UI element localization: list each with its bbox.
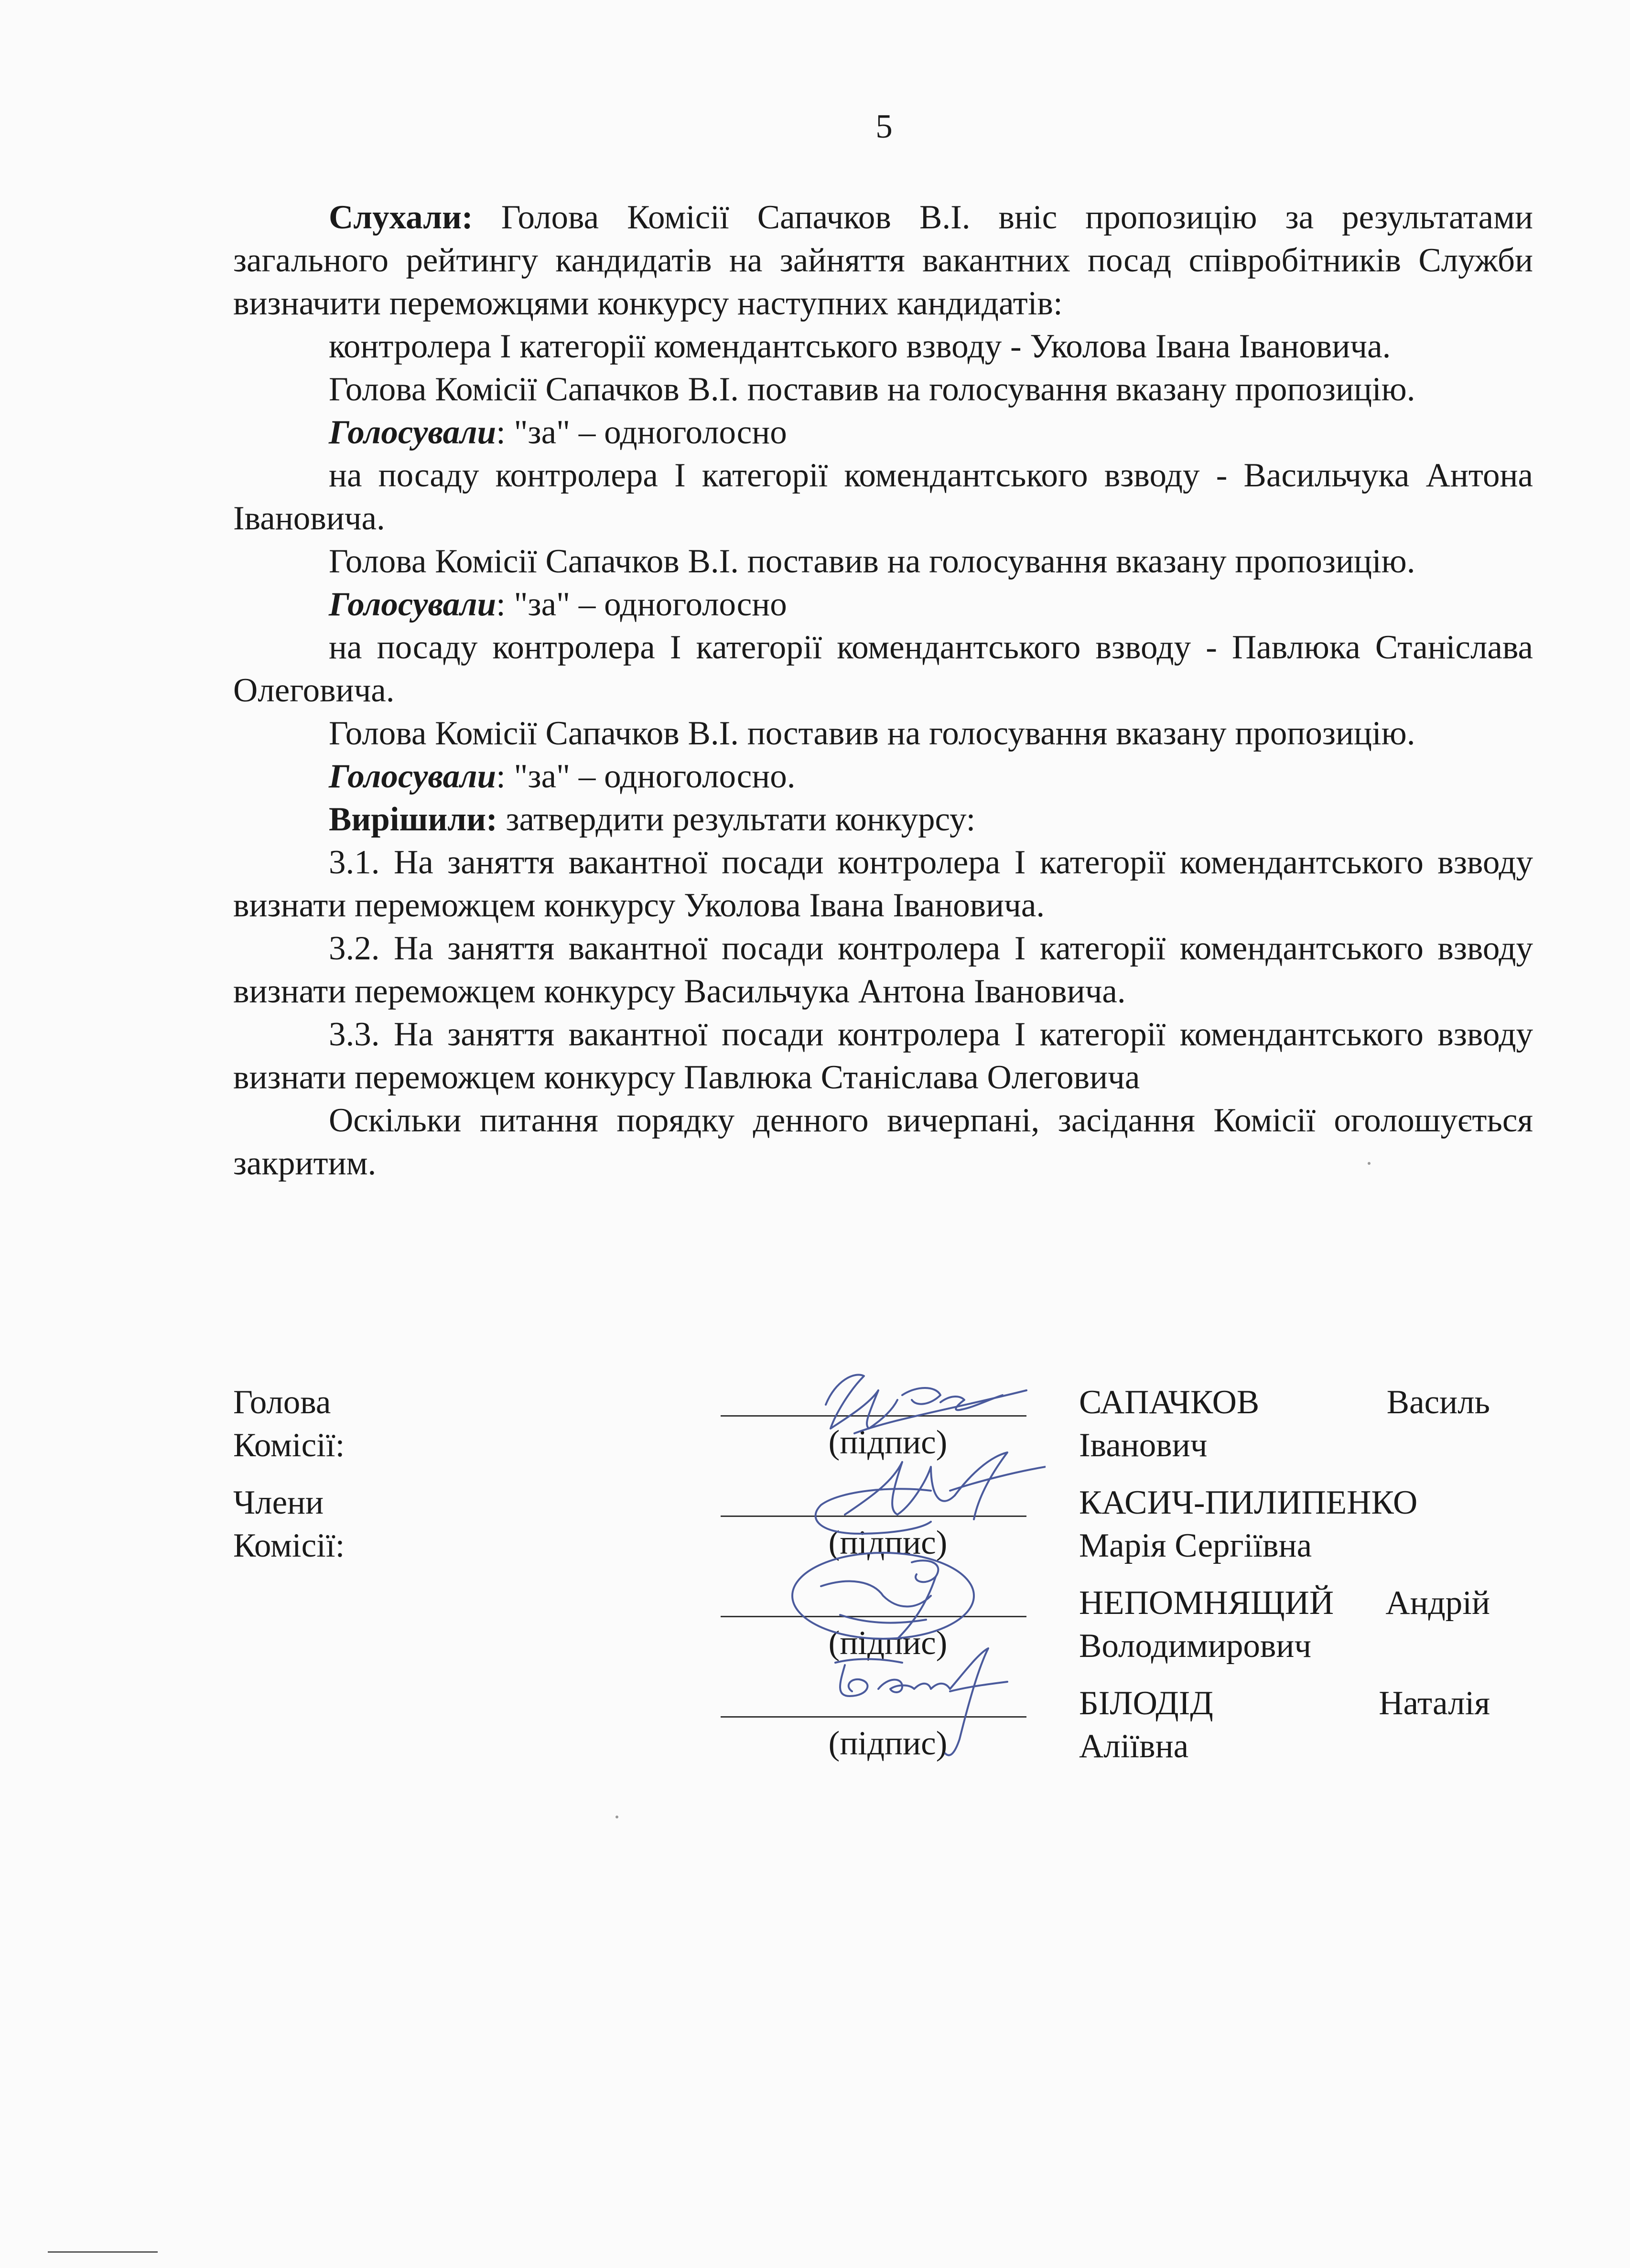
voted-label: Голосували <box>329 586 497 623</box>
role-label <box>233 1381 520 1467</box>
heard-text: Голова Комісії Сапачков В.І. вніс пропозицію за результатами загального рейтингу кандидатів на зайняття вакантних посад співробітників Служби визначити переможцями конкурсу наступних кандидатів: <box>233 199 1533 322</box>
signatory-surname: САПАЧКОВ <box>1079 1384 1260 1421</box>
paragraph-voted-3 <box>233 755 1533 798</box>
paragraph-closing: Оскільки питання порядку денного вичерпані, засідання Комісії оголошується закритим. <box>233 1102 1533 1182</box>
signatory-name <box>1079 1481 1490 1567</box>
signatory-patronymic: Аліївна <box>1079 1728 1189 1765</box>
paragraph-vote-proposal-1: Голова Комісії Сапачков В.І. поставив на голосування вказану пропозицію. <box>329 371 1415 408</box>
voted-text: : "за" – одноголосно <box>496 414 787 451</box>
voted-label: Голосували <box>329 414 497 451</box>
footer-rule <box>48 2251 158 2253</box>
paragraph-vote-proposal-2: Голова Комісії Сапачков В.І. поставив на голосування вказану пропозицію. <box>329 543 1415 580</box>
minutes-body <box>233 196 1533 1185</box>
signature-line <box>721 1516 1026 1517</box>
signature-block <box>233 1381 1533 1796</box>
role-label <box>233 1481 520 1567</box>
paragraph-decided <box>233 798 1533 841</box>
paragraph-heard <box>233 196 1533 325</box>
signatory-first-name: Василь <box>1386 1384 1490 1421</box>
signature-line <box>721 1616 1026 1617</box>
paragraph-candidate-2: на посаду контролера І категорії комендантського взводу - Васильчука Антона Івановича. <box>233 457 1533 537</box>
paragraph-candidate-1: контролера І категорії комендантського взводу - Уколова Івана Івановича. <box>329 328 1391 365</box>
signatory-surname: БІЛОДІД <box>1079 1685 1213 1722</box>
signatory-first-name: Андрій <box>1385 1584 1490 1622</box>
signatory-name <box>1079 1581 1490 1667</box>
paragraph-result-3-3: 3.3. На заняття вакантної посади контролера І категорії комендантського взводу визнати переможцем конкурсу Павлюка Станіслава Олеговича <box>233 1016 1533 1096</box>
voted-label: Голосували <box>329 758 497 795</box>
role-line-1: Голова <box>233 1384 331 1421</box>
signatory-patronymic: Іванович <box>1079 1427 1208 1464</box>
paragraph-result-3-2: 3.2. На заняття вакантної посади контролера І категорії комендантського взводу визнати переможцем конкурсу Васильчука Антона Івановича. <box>233 930 1533 1010</box>
signatory-name <box>1079 1381 1490 1467</box>
signatory-surname: НЕПОМНЯЩИЙ <box>1079 1584 1334 1622</box>
scan-speck <box>615 1816 618 1818</box>
signatory-first-name: Наталія <box>1379 1685 1490 1722</box>
decided-text: затвердити результати конкурсу: <box>497 801 976 838</box>
paragraph-result-3-1: 3.1. На заняття вакантної посади контролера І категорії комендантського взводу визнати переможцем конкурсу Уколова Івана Івановича. <box>233 844 1533 924</box>
role-line-1: Члени <box>233 1484 324 1521</box>
signatory-name <box>1079 1682 1490 1768</box>
signature-line <box>721 1415 1026 1417</box>
role-line-2: Комісії: <box>233 1527 345 1564</box>
signatory-patronymic: Марія Сергіївна <box>1079 1527 1312 1564</box>
signatory-patronymic: Володимирович <box>1079 1627 1312 1665</box>
signature-caption: (підпис) <box>828 1624 948 1662</box>
paragraph-voted-1 <box>233 411 1533 454</box>
signatory-surname: КАСИЧ-ПИЛИПЕНКО <box>1079 1484 1418 1521</box>
signature-caption: (підпис) <box>828 1424 948 1461</box>
page-number: 5 <box>875 108 893 145</box>
scan-speck <box>1368 1162 1371 1165</box>
signature-caption: (підпис) <box>828 1524 948 1561</box>
decided-label: Вирішили: <box>329 801 497 838</box>
paragraph-voted-2 <box>233 583 1533 626</box>
paragraph-candidate-3: на посаду контролера І категорії комендантського взводу - Павлюка Станіслава Олеговича. <box>233 629 1533 709</box>
voted-text: : "за" – одноголосно. <box>496 758 796 795</box>
signature-line <box>721 1716 1026 1718</box>
signature-caption: (підпис) <box>828 1725 948 1762</box>
paragraph-vote-proposal-3: Голова Комісії Сапачков В.І. поставив на голосування вказану пропозицію. <box>329 715 1415 752</box>
voted-text: : "за" – одноголосно <box>496 586 787 623</box>
role-line-2: Комісії: <box>233 1427 345 1464</box>
heard-label: Слухали: <box>329 199 473 236</box>
